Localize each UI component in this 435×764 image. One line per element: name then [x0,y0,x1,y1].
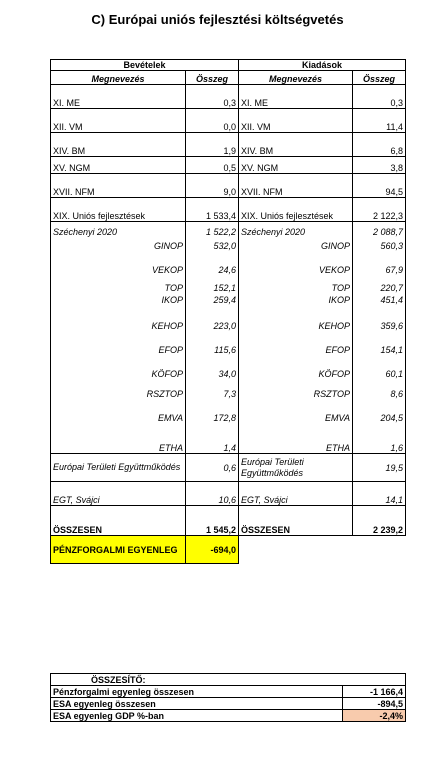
row-name-in: VEKOP [51,251,186,275]
row-value-in: 115,6 [186,331,239,355]
row-name-in: RSZTOP [51,379,186,399]
row-value-in: 259,4 [186,293,239,305]
row-name-out: VEKOP [239,251,353,275]
row-value-out: 8,6 [353,379,406,399]
page-title: C) Európai uniós fejlesztési költségvetés [91,12,344,27]
row-value-out: 60,1 [353,355,406,379]
income-header: Bevételek [51,60,239,71]
row-name-out: TOP [239,275,353,293]
row-name-in: Széchenyi 2020 [51,222,186,237]
row-value-in: 0,3 [186,85,239,109]
expense-name-header: Megnevezés [239,71,353,85]
row-name-out: ETHA [239,423,353,454]
row-value-in: 1 522,2 [186,222,239,237]
row-value-out: 3,8 [353,157,406,174]
row-value-in: 1 533,4 [186,198,239,222]
row-value-out: 2 088,7 [353,222,406,237]
row-value-out: 154,1 [353,331,406,355]
row-value-out: 0,3 [353,85,406,109]
row-name-in: KEHOP [51,305,186,331]
row-name-in: XVII. NFM [51,174,186,198]
summary-value: -894,5 [343,698,406,710]
row-name-in: Európai Területi Együttműködés [51,454,186,482]
row-value-in: 1,9 [186,133,239,157]
row-name-in: EFOP [51,331,186,355]
row-name-in: XIX. Uniós fejlesztések [51,198,186,222]
row-value-in: 7,3 [186,379,239,399]
summary-value: -1 166,4 [343,686,406,698]
summary-title: ÖSSZESÍTŐ: [51,674,406,686]
row-name-in: EGT, Svájci [51,482,186,506]
row-value-in: 532,0 [186,237,239,251]
row-name-in: TOP [51,275,186,293]
row-name-out: EGT, Svájci [239,482,353,506]
row-name-in: GINOP [51,237,186,251]
row-value-in: 34,0 [186,355,239,379]
row-value-out: 1,6 [353,423,406,454]
row-value-out: 451,4 [353,293,406,305]
income-name-header: Megnevezés [51,71,186,85]
row-value-out: 6,8 [353,133,406,157]
row-value-in: 152,1 [186,275,239,293]
row-name-in: XII. VM [51,109,186,133]
row-name-out: XI. ME [239,85,353,109]
summary-label: ESA egyenleg GDP %-ban [51,710,343,722]
row-name-out: XV. NGM [239,157,353,174]
income-amount-header: Összeg [186,71,239,85]
row-value-out: 204,5 [353,399,406,423]
balance-label: PÉNZFORGALMI EGYENLEG [51,536,186,564]
row-name-out: XVII. NFM [239,174,353,198]
row-value-out: 14,1 [353,482,406,506]
row-name-in: XV. NGM [51,157,186,174]
row-name-out: Széchenyi 2020 [239,222,353,237]
row-name-in: XIV. BM [51,133,186,157]
row-name-out: RSZTOP [239,379,353,399]
row-value-out: 11,4 [353,109,406,133]
row-value-in: 0,5 [186,157,239,174]
row-value-out: 67,9 [353,251,406,275]
row-value-in: 0,0 [186,109,239,133]
expense-header: Kiadások [239,60,406,71]
row-name-out: XIV. BM [239,133,353,157]
row-value-in: 10,6 [186,482,239,506]
row-name-out: EFOP [239,331,353,355]
row-name-out: KÖFOP [239,355,353,379]
row-value-in: 172,8 [186,399,239,423]
total-value-in: 1 545,2 [186,506,239,536]
row-name-in: IKOP [51,293,186,305]
expense-amount-header: Összeg [353,71,406,85]
row-name-in: EMVA [51,399,186,423]
total-label-out: ÖSSZESEN [239,506,353,536]
row-value-in: 0,6 [186,454,239,482]
row-name-out: KEHOP [239,305,353,331]
summary-value: -2,4% [343,710,406,722]
row-value-out: 220,7 [353,275,406,293]
row-name-out: XIX. Uniós fejlesztések [239,198,353,222]
row-name-out: IKOP [239,293,353,305]
row-value-in: 223,0 [186,305,239,331]
row-name-out: Európai Területi Együttműködés [239,454,353,482]
row-value-in: 1,4 [186,423,239,454]
row-value-out: 94,5 [353,174,406,198]
row-name-in: ETHA [51,423,186,454]
row-name-out: GINOP [239,237,353,251]
total-label-in: ÖSSZESEN [51,506,186,536]
summary-label: Pénzforgalmi egyenleg összesen [51,686,343,698]
row-value-out: 2 122,3 [353,198,406,222]
row-value-out: 560,3 [353,237,406,251]
row-value-in: 24,6 [186,251,239,275]
row-value-in: 9,0 [186,174,239,198]
summary-table [50,673,406,722]
balance-value: -694,0 [186,536,239,564]
row-name-in: KÖFOP [51,355,186,379]
row-value-out: 359,6 [353,305,406,331]
summary-label: ESA egyenleg összesen [51,698,343,710]
row-value-out: 19,5 [353,454,406,482]
budget-table [50,59,406,564]
total-value-out: 2 239,2 [353,506,406,536]
row-name-in: XI. ME [51,85,186,109]
row-name-out: EMVA [239,399,353,423]
row-name-out: XII. VM [239,109,353,133]
